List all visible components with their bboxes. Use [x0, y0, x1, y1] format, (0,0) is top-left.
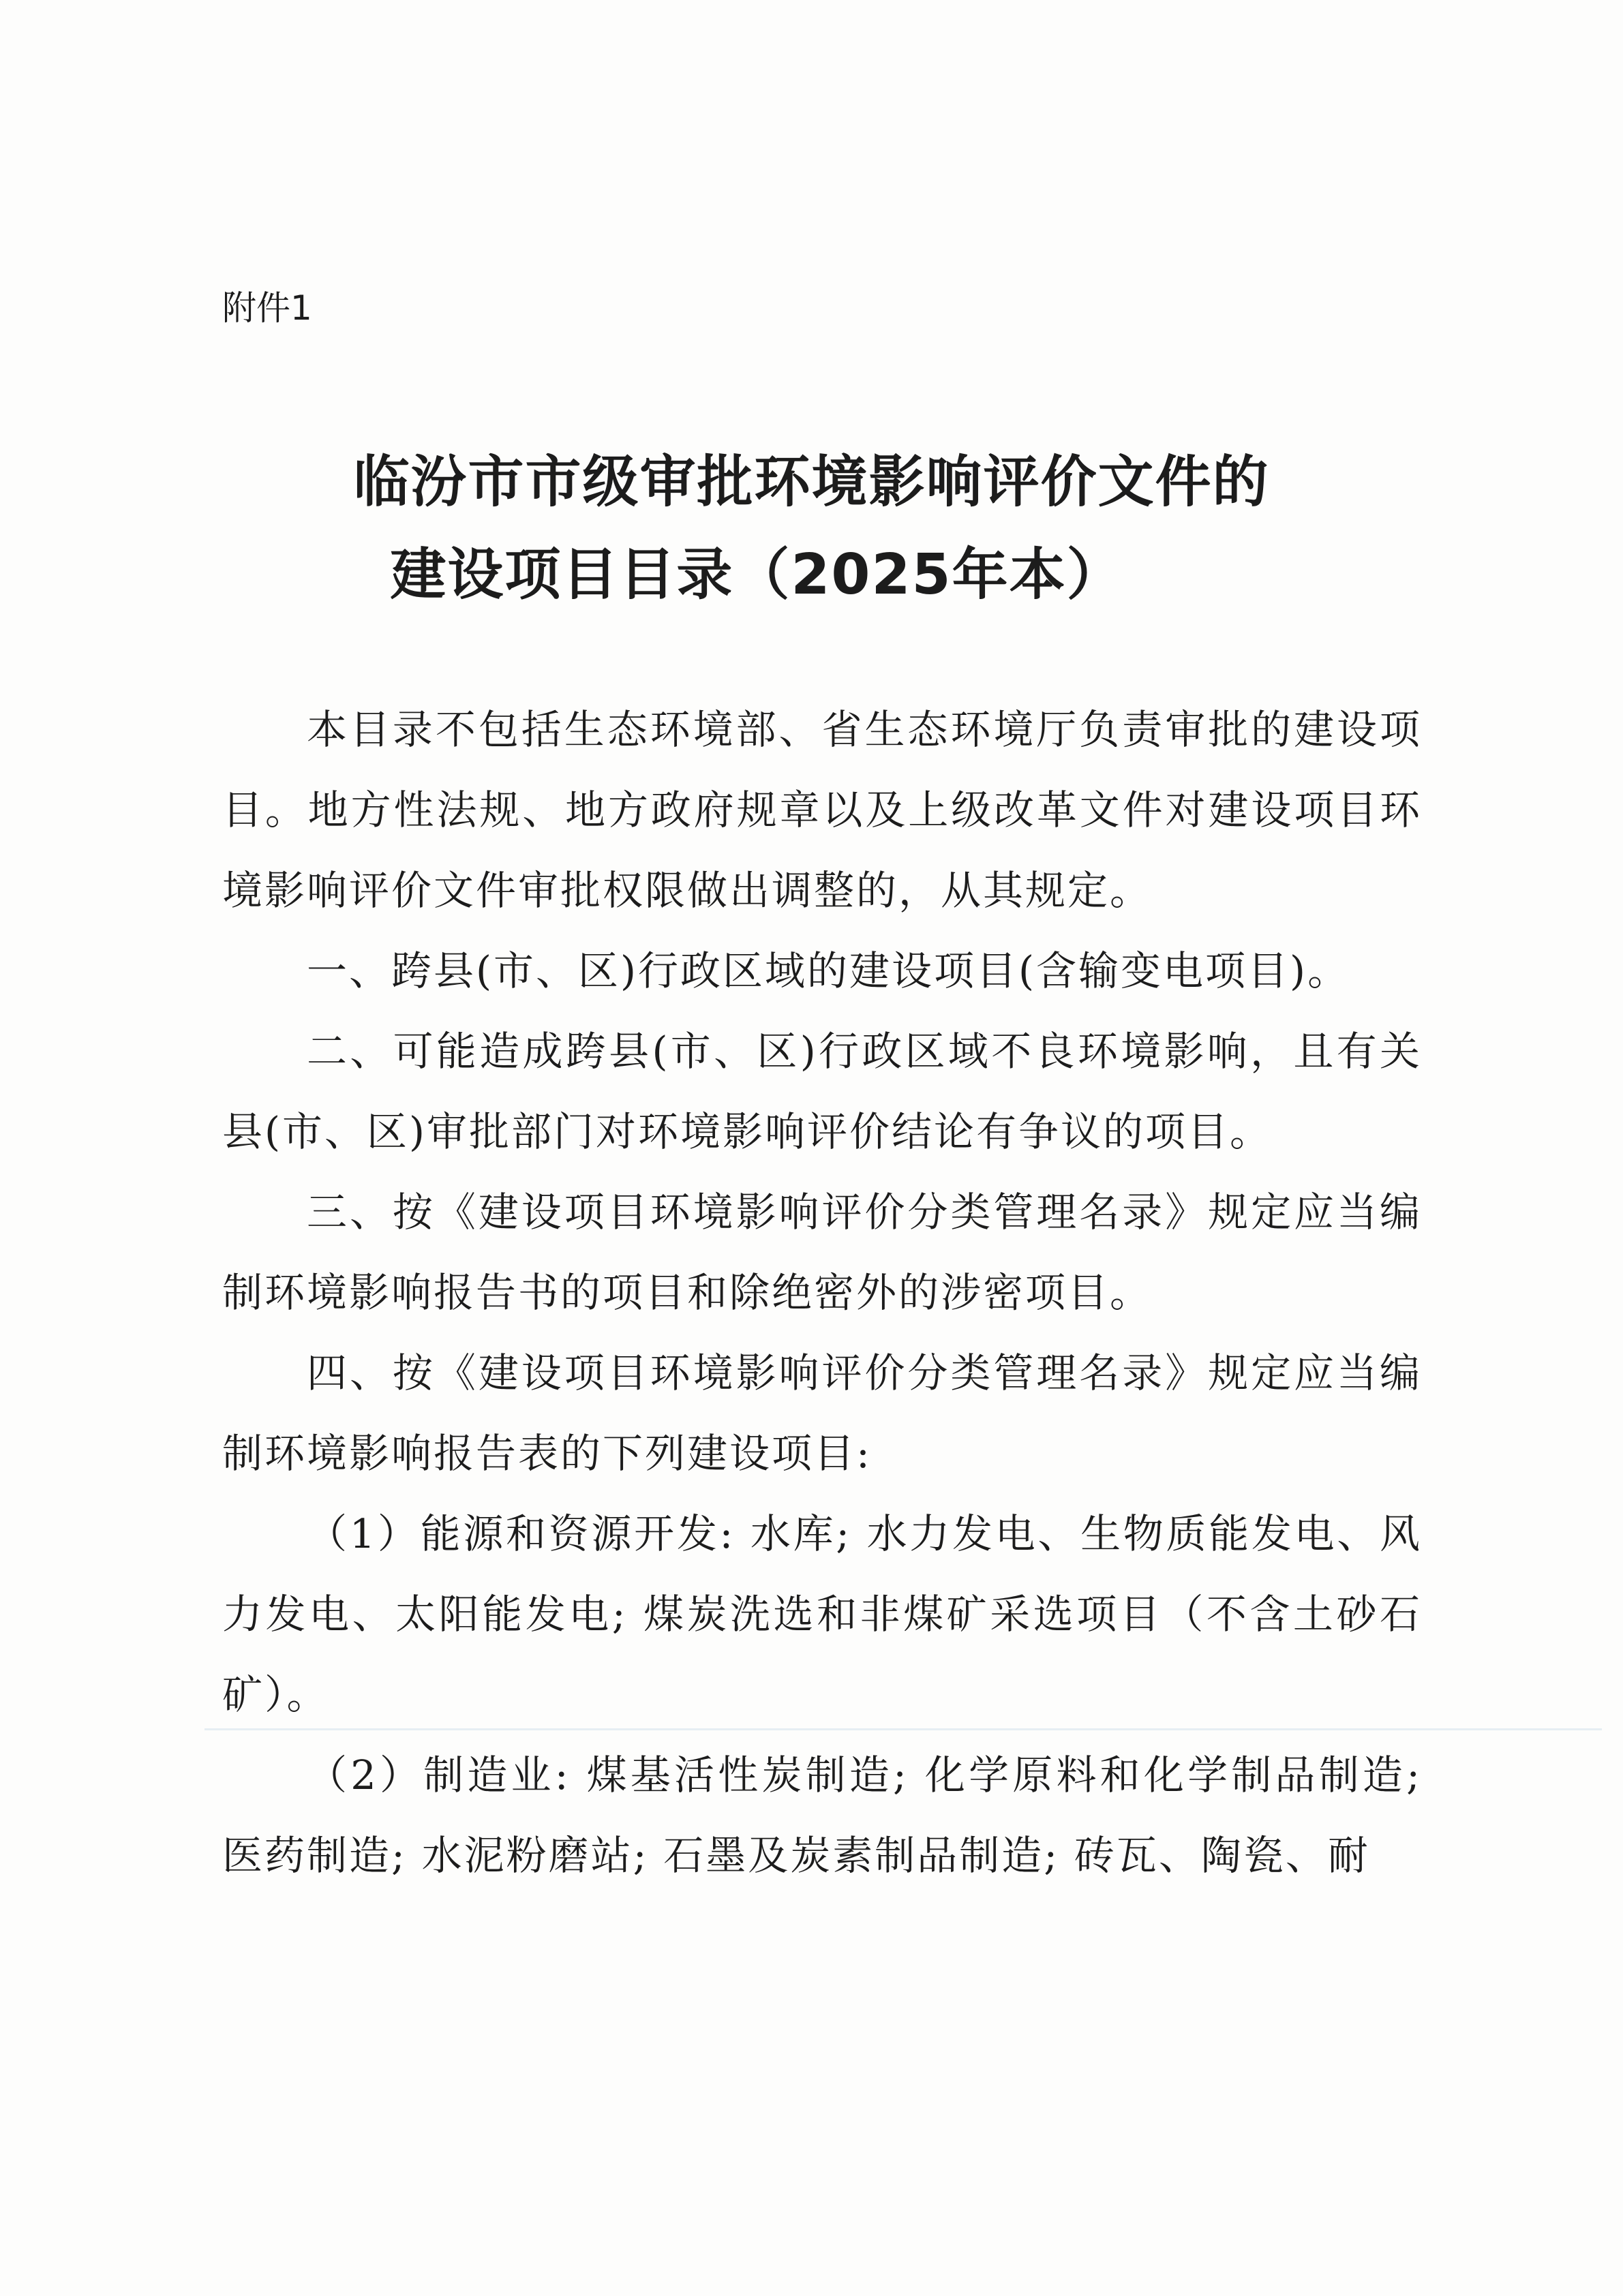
paragraph-subitem-2: （2）制造业: 煤基活性炭制造; 化学原料和化学制品制造; 医药制造; 水泥粉磨站; 石墨及炭素制品制造; 砖瓦、陶瓷、耐 [222, 1751, 1422, 1879]
scan-artifact-line [204, 1728, 1602, 1730]
title-line-2: 建设项目目录（2025年本） [390, 542, 1124, 607]
document-body [222, 690, 1422, 1896]
paragraph-item-1: 一、跨县(市、区)行政区域的建设项目(含输变电项目)。 [307, 947, 1350, 994]
title-line-1: 临汾市市级审批环境影响评价文件的 [353, 450, 1270, 515]
document-title [0, 436, 1623, 622]
paragraph-item-2: 二、可能造成跨县(市、区)行政区域不良环境影响，且有关县(市、区)审批部门对环境影响评价结论有争议的项目。 [222, 1028, 1422, 1155]
paragraph-item-3: 三、按《建设项目环境影响评价分类管理名录》规定应当编制环境影响报告书的项目和除绝密外的涉密项目。 [222, 1189, 1422, 1316]
paragraph-subitem-1: （1）能源和资源开发: 水库; 水力发电、生物质能发电、风力发电、太阳能发电; 煤炭洗选和非煤矿采选项目（不含土砂石矿）。 [222, 1510, 1422, 1718]
paragraph-item-4: 四、按《建设项目环境影响评价分类管理名录》规定应当编制环境影响报告表的下列建设项目: [222, 1349, 1422, 1477]
paragraph-intro: 本目录不包括生态环境部、省生态环境厅负责审批的建设项目。地方性法规、地方政府规章以及上级改革文件对建设项目环境影响评价文件审批权限做出调整的，从其规定。 [222, 706, 1422, 914]
attachment-label: 附件1 [222, 288, 312, 328]
